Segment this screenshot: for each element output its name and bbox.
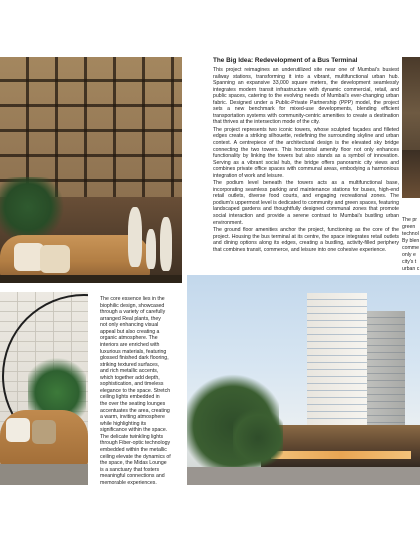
- sculpture-vase: [160, 217, 172, 271]
- text-line: the over the seating lounges: [100, 401, 166, 407]
- text-line: not only enhancing visual: [100, 322, 159, 329]
- lounge-description: [100, 296, 178, 486]
- street: [187, 467, 420, 485]
- tower: [307, 293, 367, 435]
- article-paragraph: The podium level beneath the towers acts as a multifunctional base, incorporating seamless parking and maintenance stations for buses, high-end retail outlets, diverse food courts, and engaging recreational zones. The podium's uppermost level is dedicated to community and green spaces, featuring landscaped gardens and thoughtfully designed communal zones that promote social interaction and provide a serene contrast to Mumbai's bustling urban environment.: [213, 180, 399, 226]
- cushion: [40, 245, 70, 273]
- edge-text-line: By blen: [402, 238, 420, 244]
- text-line: and rich metallic accents,: [100, 368, 159, 375]
- podium: [261, 425, 420, 469]
- text-line: is a sanctuary that fosters: [100, 466, 160, 473]
- text-line: which together add depth,: [100, 374, 160, 381]
- text-line: biophilic design, showcased: [100, 302, 165, 309]
- text-line: meaningful connections and: [100, 473, 165, 480]
- edge-text-line: only e: [402, 252, 416, 258]
- text-line: elegance to the space. Stretch: [100, 387, 171, 394]
- text-line: The core essence lies in the: [100, 296, 165, 302]
- shelf-wall: [0, 57, 182, 197]
- cushion: [6, 418, 30, 442]
- text-line: striking textured surfaces,: [100, 361, 160, 368]
- edge-text-line: comme: [402, 245, 420, 251]
- text-line: while highlighting its: [100, 420, 147, 427]
- text-line: appeal but also creating a: [100, 328, 160, 335]
- text-line: a warm, inviting atmosphere: [100, 414, 165, 421]
- text-line: The delicate twinkling lights: [100, 433, 164, 440]
- text-line: through Fiber-optic technology: [100, 440, 171, 447]
- edge-text-line: The pr: [402, 217, 417, 223]
- article-paragraph: The ground floor amenities anchor the project, functioning as the core of the project. Housing the bus terminal at its centre, the space integrates retail outlets and dining options along its edges, creating a bustling, activity-filled periphery that combines transit, commerce, and leisure into one cohesive experience.: [213, 227, 399, 253]
- article-section: [213, 57, 399, 254]
- tree: [233, 405, 283, 471]
- right-edge-photo: [402, 150, 420, 198]
- cushion: [32, 420, 56, 444]
- article-title: The Big Idea: Redevelopment of a Bus Terminal: [213, 57, 358, 64]
- right-edge-text: [402, 217, 420, 273]
- sculpture-vase: [146, 229, 156, 269]
- text-line: embedded within the metallic: [100, 446, 167, 453]
- text-line: memorable experiences.: [100, 479, 157, 486]
- text-line: ceiling elevate the dynamics of: [100, 453, 171, 460]
- building-render: [187, 275, 420, 485]
- text-line: through a variety of carefully: [100, 309, 166, 316]
- text-line: accentuates the area, creating: [100, 407, 170, 414]
- text-line: arranged Real plants, they: [100, 315, 161, 322]
- text-line: glossed finished dark flooring,: [100, 355, 169, 362]
- podium-lights: [271, 451, 411, 459]
- text-line: ceiling lights embedded in: [100, 394, 160, 401]
- interior-photo: [0, 292, 88, 485]
- text-line: sophistication, and timeless: [100, 381, 164, 388]
- edge-text-line: green: [402, 224, 416, 230]
- edge-text-line: city's t: [402, 259, 417, 265]
- article-paragraph: This project reimagines an underutilized site near one of Mumbai's busiest railway stations, transforming it into a vibrant, multifunctional urban hub. Spanning an expansive 33,000 square meters, the development seamlessly integrates modern transit infrastructure with dynamic commercial, retail, and public spaces, catering to the evolving needs of Mumbai's ever-changing urban fabric. Designed under a Public-Private Partnership (PPP) model, the project sets a new benchmark for mixed-use developments, blending efficient transportation systems with community-centric amenities to create a destination that thrives at the intersection mode of the city.: [213, 67, 399, 126]
- text-line: organic atmosphere. The: [100, 335, 158, 342]
- article-paragraph: The project represents two iconic towers, whose sculpted façades and filleted edges create a striking silhouette, redefining the surrounding skyline and urban context. A centrepiece of the architectural design is the elevated sky bridge connecting the two towers. This horizontal amenity floor not only enhances functionality by linking the towers but also stands as a symbol of innovation. Serving as a vibrant social hub, the bridge offers panoramic city views and combines private office spaces with communal areas, embodying a harmonious integration of work and leisure.: [213, 126, 399, 179]
- edge-text-line: urban c: [402, 266, 420, 272]
- text-line: the space, the Midas Lounge: [100, 460, 167, 467]
- lounge-photo: [0, 57, 182, 283]
- text-line: luxurious materials, featuring: [100, 348, 167, 355]
- plant-foliage: [0, 177, 70, 237]
- floor: [0, 464, 88, 485]
- edge-text-line: technol: [402, 231, 419, 237]
- tower: [367, 311, 405, 435]
- sculpture-vase: [128, 207, 142, 267]
- floor: [0, 275, 182, 283]
- text-line: significance within the space.: [100, 427, 168, 434]
- text-line: interiors are enriched with: [100, 341, 160, 348]
